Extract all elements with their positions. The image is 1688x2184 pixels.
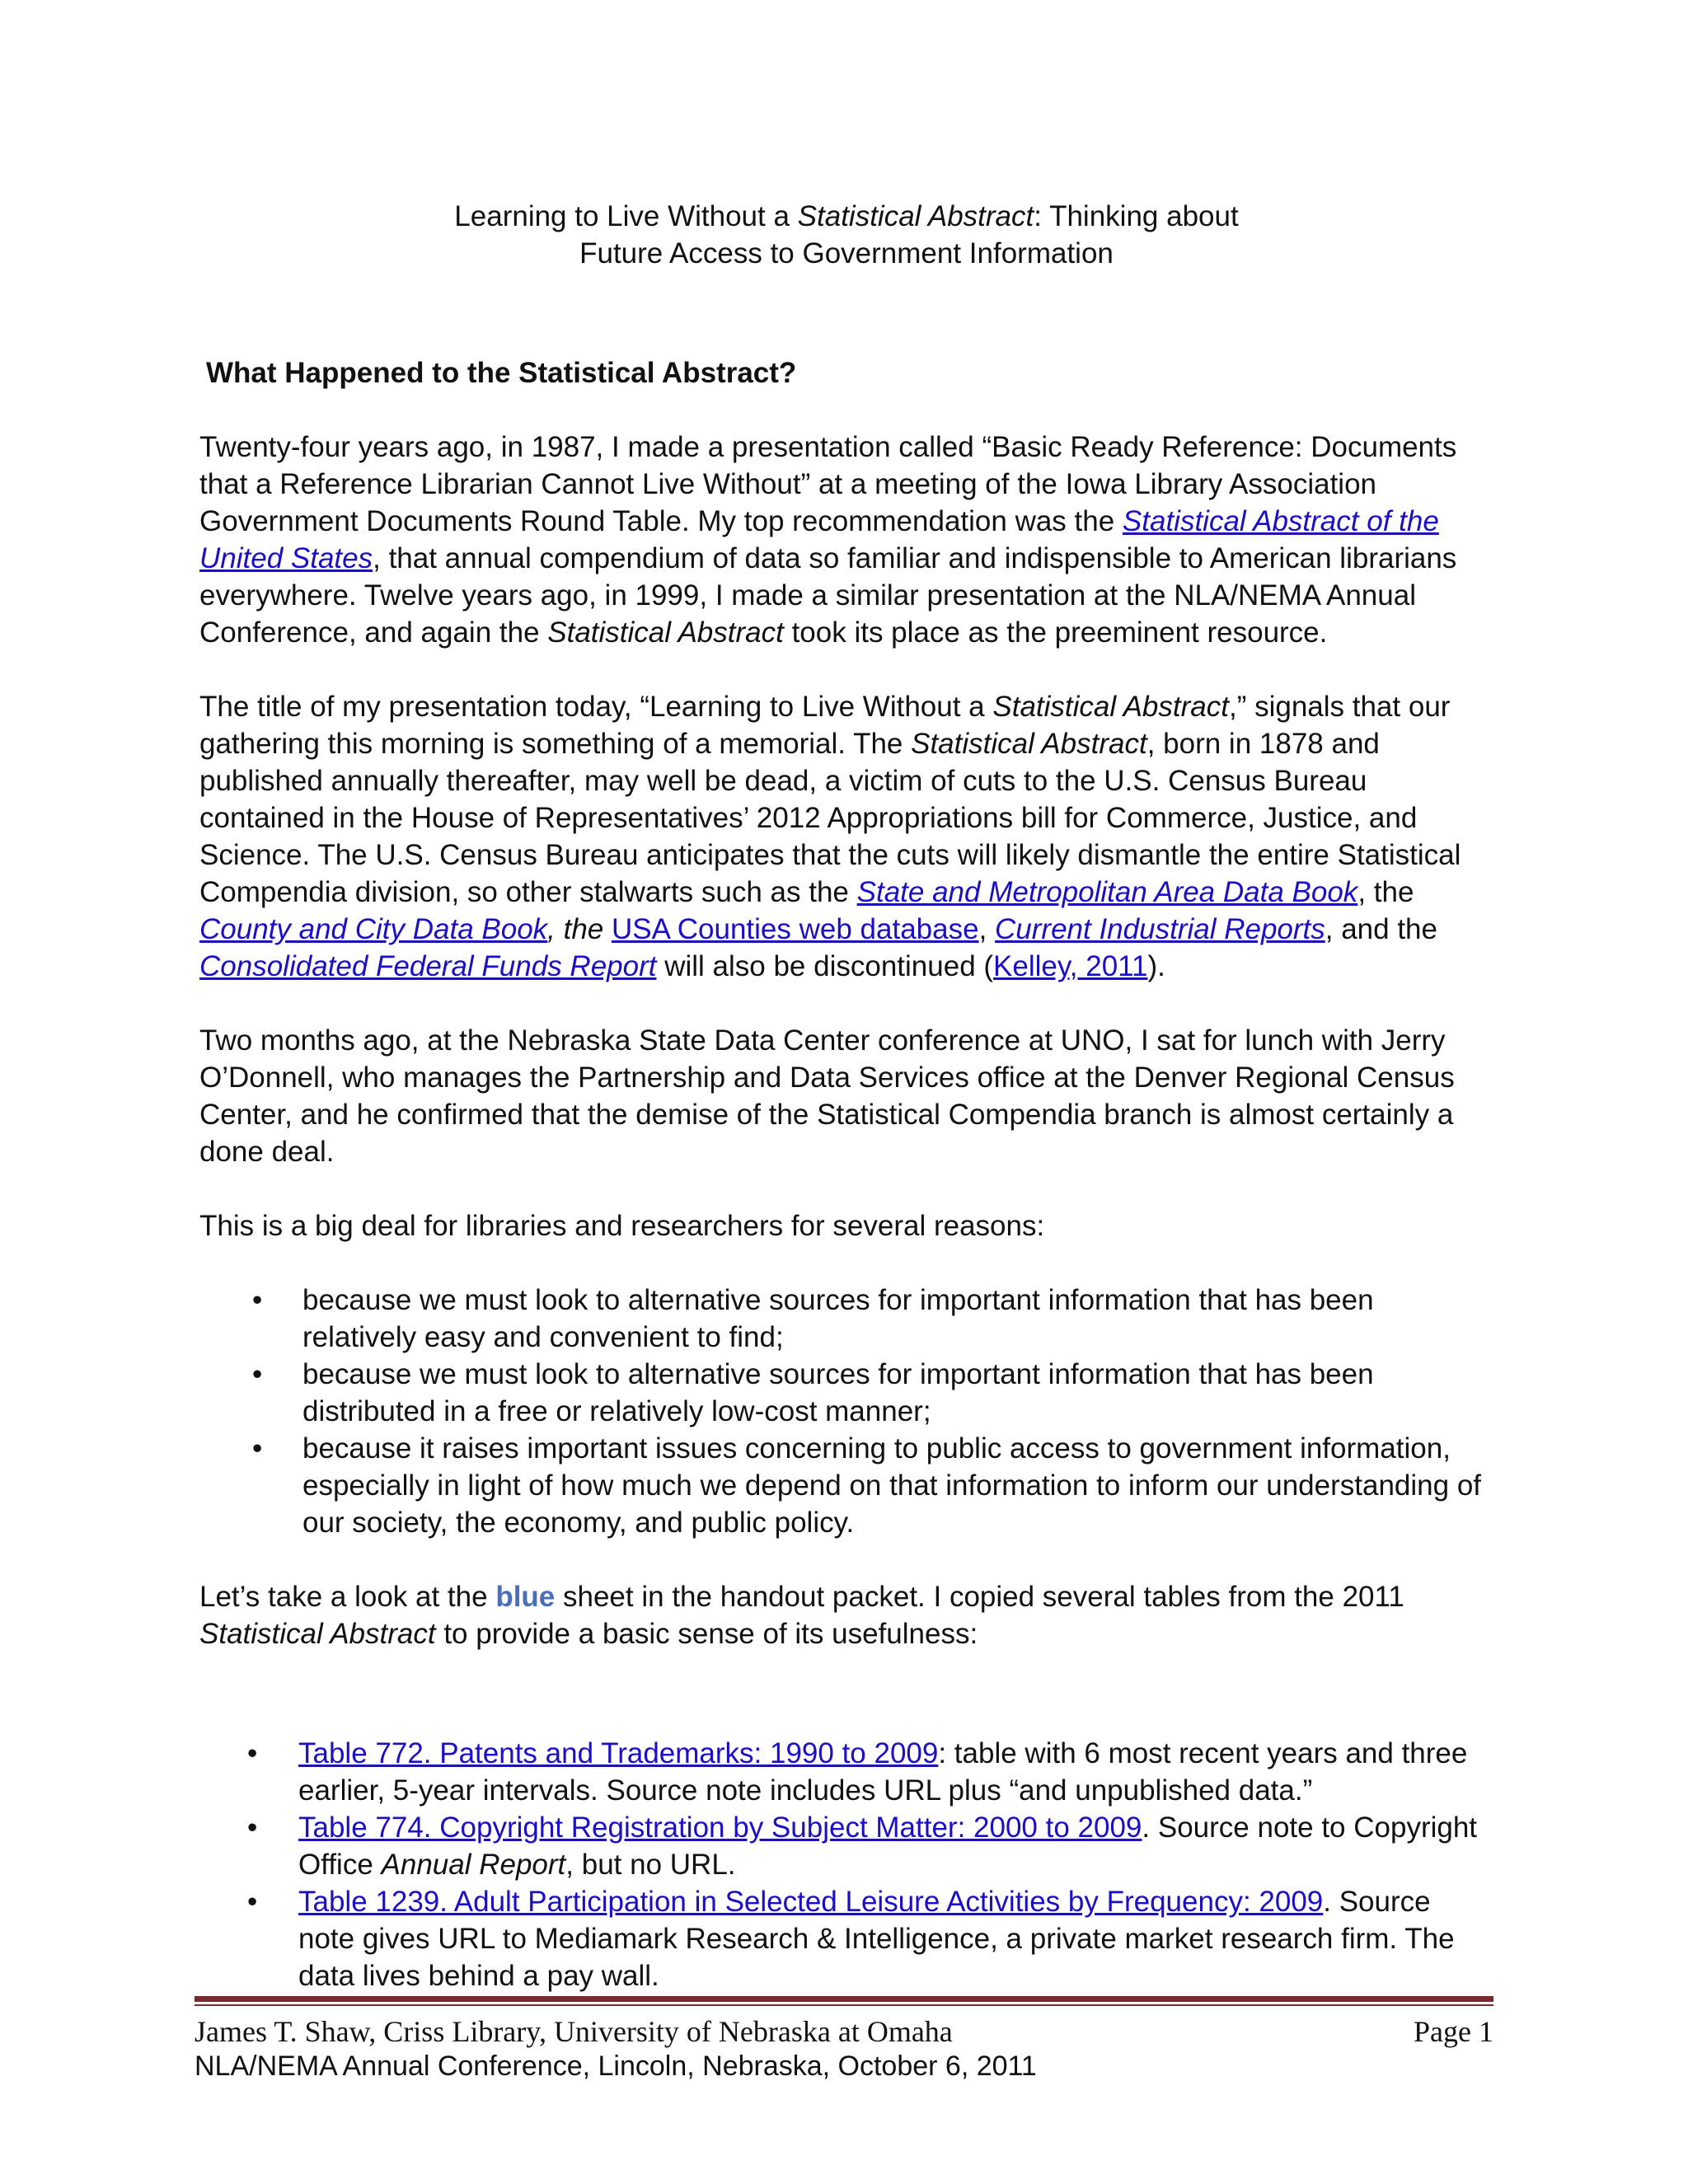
- footer-divider: [195, 1996, 1493, 2002]
- footer-divider-thin: [195, 2004, 1493, 2006]
- bullet-icon: •: [247, 1737, 258, 1769]
- section-heading: What Happened to the Statistical Abstract?: [206, 357, 797, 389]
- link-kelley-2011[interactable]: Kelley, 2011: [993, 950, 1148, 982]
- bullet-icon: •: [252, 1358, 263, 1390]
- paragraph-4: This is a big deal for libraries and researchers for several reasons:: [199, 1210, 1045, 1242]
- link-county-city-data-book[interactable]: County and City Data Book: [199, 913, 548, 945]
- paragraph-1: Twenty-four years ago, in 1987, I made a presentation called “Basic Ready Reference: Documents that a Reference Librarian Cannot Live Without” at a meeting of the Iowa Library Association Government Documents Round Table. My top recommendation was the Statistical Abstract of the United States, that annual compendium of data so familiar and indispensible to American librarians everywhere. Twelve years ago, in 1999, I made a similar presentation at the NLA/NEMA Annual Conference, and again the Statistical Abstract took its place as the preeminent resource.: [199, 431, 1457, 649]
- bullet-icon: •: [252, 1432, 263, 1465]
- blue-word: blue: [495, 1581, 556, 1613]
- bullet-icon: •: [247, 1886, 258, 1918]
- link-table-772[interactable]: Table 772. Patents and Trademarks: 1990 to 2009: [298, 1737, 939, 1769]
- page-footer: [195, 1996, 1493, 2083]
- page-number: Page 1: [1414, 2015, 1493, 2048]
- title-line-2: Future Access to Government Information: [579, 237, 1114, 269]
- list-item: • Table 774. Copyright Registration by Subject Matter: 2000 to 2009. Source note to Copyright Office Annual Report, but no URL.: [199, 1809, 1493, 1883]
- paragraph-5: Let’s take a look at the blue sheet in the handout packet. I copied several tables from the 2011 Statistical Abstract to provide a basic sense of its usefulness:: [199, 1581, 1404, 1650]
- link-statistical-abstract[interactable]: Statistical Abstract of the United States: [199, 505, 1439, 574]
- list-item: • Table 772. Patents and Trademarks: 1990 to 2009: table with 6 most recent years and three earlier, 5-year intervals. Source note includes URL plus “and unpublished data.”: [199, 1735, 1493, 1809]
- footer-author: James T. Shaw, Criss Library, University of Nebraska at Omaha: [195, 2015, 953, 2048]
- list-item: • because we must look to alternative sources for important information that has been relatively easy and convenient to find;: [199, 1282, 1493, 1356]
- link-table-1239[interactable]: Table 1239. Adult Participation in Selected Leisure Activities by Frequency: 2009: [298, 1886, 1324, 1918]
- document-body: [199, 198, 1493, 2032]
- link-consolidated-federal-funds[interactable]: Consolidated Federal Funds Report: [199, 950, 657, 982]
- tables-list: [199, 1735, 1493, 1994]
- paragraph-2: The title of my presentation today, “Learning to Live Without a Statistical Abstract,” signals that our gathering this morning is something of a memorial. The Statistical Abstract, born in 1878 and published annually thereafter, may well be dead, a victim of cuts to the U.S. Census Bureau contained in the House of Representatives’ 2012 Appropriations bill for Commerce, Justice, and Science. The U.S. Census Bureau anticipates that the cuts will likely dismantle the entire Statistical Compendia division, so other stalwarts such as the State and Metropolitan Area Data Book, the County and City Data Book, the USA Counties web database, Current Industrial Reports, and the Consolidated Federal Funds Report will also be discontinued (Kelley, 2011).: [199, 691, 1461, 982]
- bullet-icon: •: [252, 1284, 263, 1316]
- bullet-icon: •: [247, 1811, 258, 1844]
- link-table-774[interactable]: Table 774. Copyright Registration by Subject Matter: 2000 to 2009: [298, 1811, 1142, 1844]
- document-title: [199, 198, 1493, 272]
- list-item: • because we must look to alternative sources for important information that has been distributed in a free or relatively low-cost manner;: [199, 1356, 1493, 1430]
- link-current-industrial-reports[interactable]: Current Industrial Reports: [995, 913, 1325, 945]
- title-line-1: Learning to Live Without a Statistical Abstract: Thinking about: [454, 200, 1239, 232]
- link-usa-counties[interactable]: USA Counties web database: [612, 913, 979, 945]
- footer-conference: NLA/NEMA Annual Conference, Lincoln, Nebraska, October 6, 2011: [195, 2050, 1037, 2082]
- paragraph-3: Two months ago, at the Nebraska State Data Center conference at UNO, I sat for lunch with Jerry O’Donnell, who manages the Partnership and Data Services office at the Denver Regional Census Center, and he confirmed that the demise of the Statistical Compendia branch is almost certainly a done deal.: [199, 1024, 1455, 1168]
- list-item: • because it raises important issues concerning to public access to government information, especially in light of how much we depend on that information to inform our understanding of our society, the economy, and public policy.: [199, 1430, 1493, 1541]
- list-item: • Table 1239. Adult Participation in Selected Leisure Activities by Frequency: 2009. Source note gives URL to Mediamark Research & Intelligence, a private market research firm. The data lives behind a pay wall.: [199, 1883, 1493, 1994]
- link-state-metro-data-book[interactable]: State and Metropolitan Area Data Book: [856, 876, 1358, 908]
- reasons-list: [199, 1282, 1493, 1541]
